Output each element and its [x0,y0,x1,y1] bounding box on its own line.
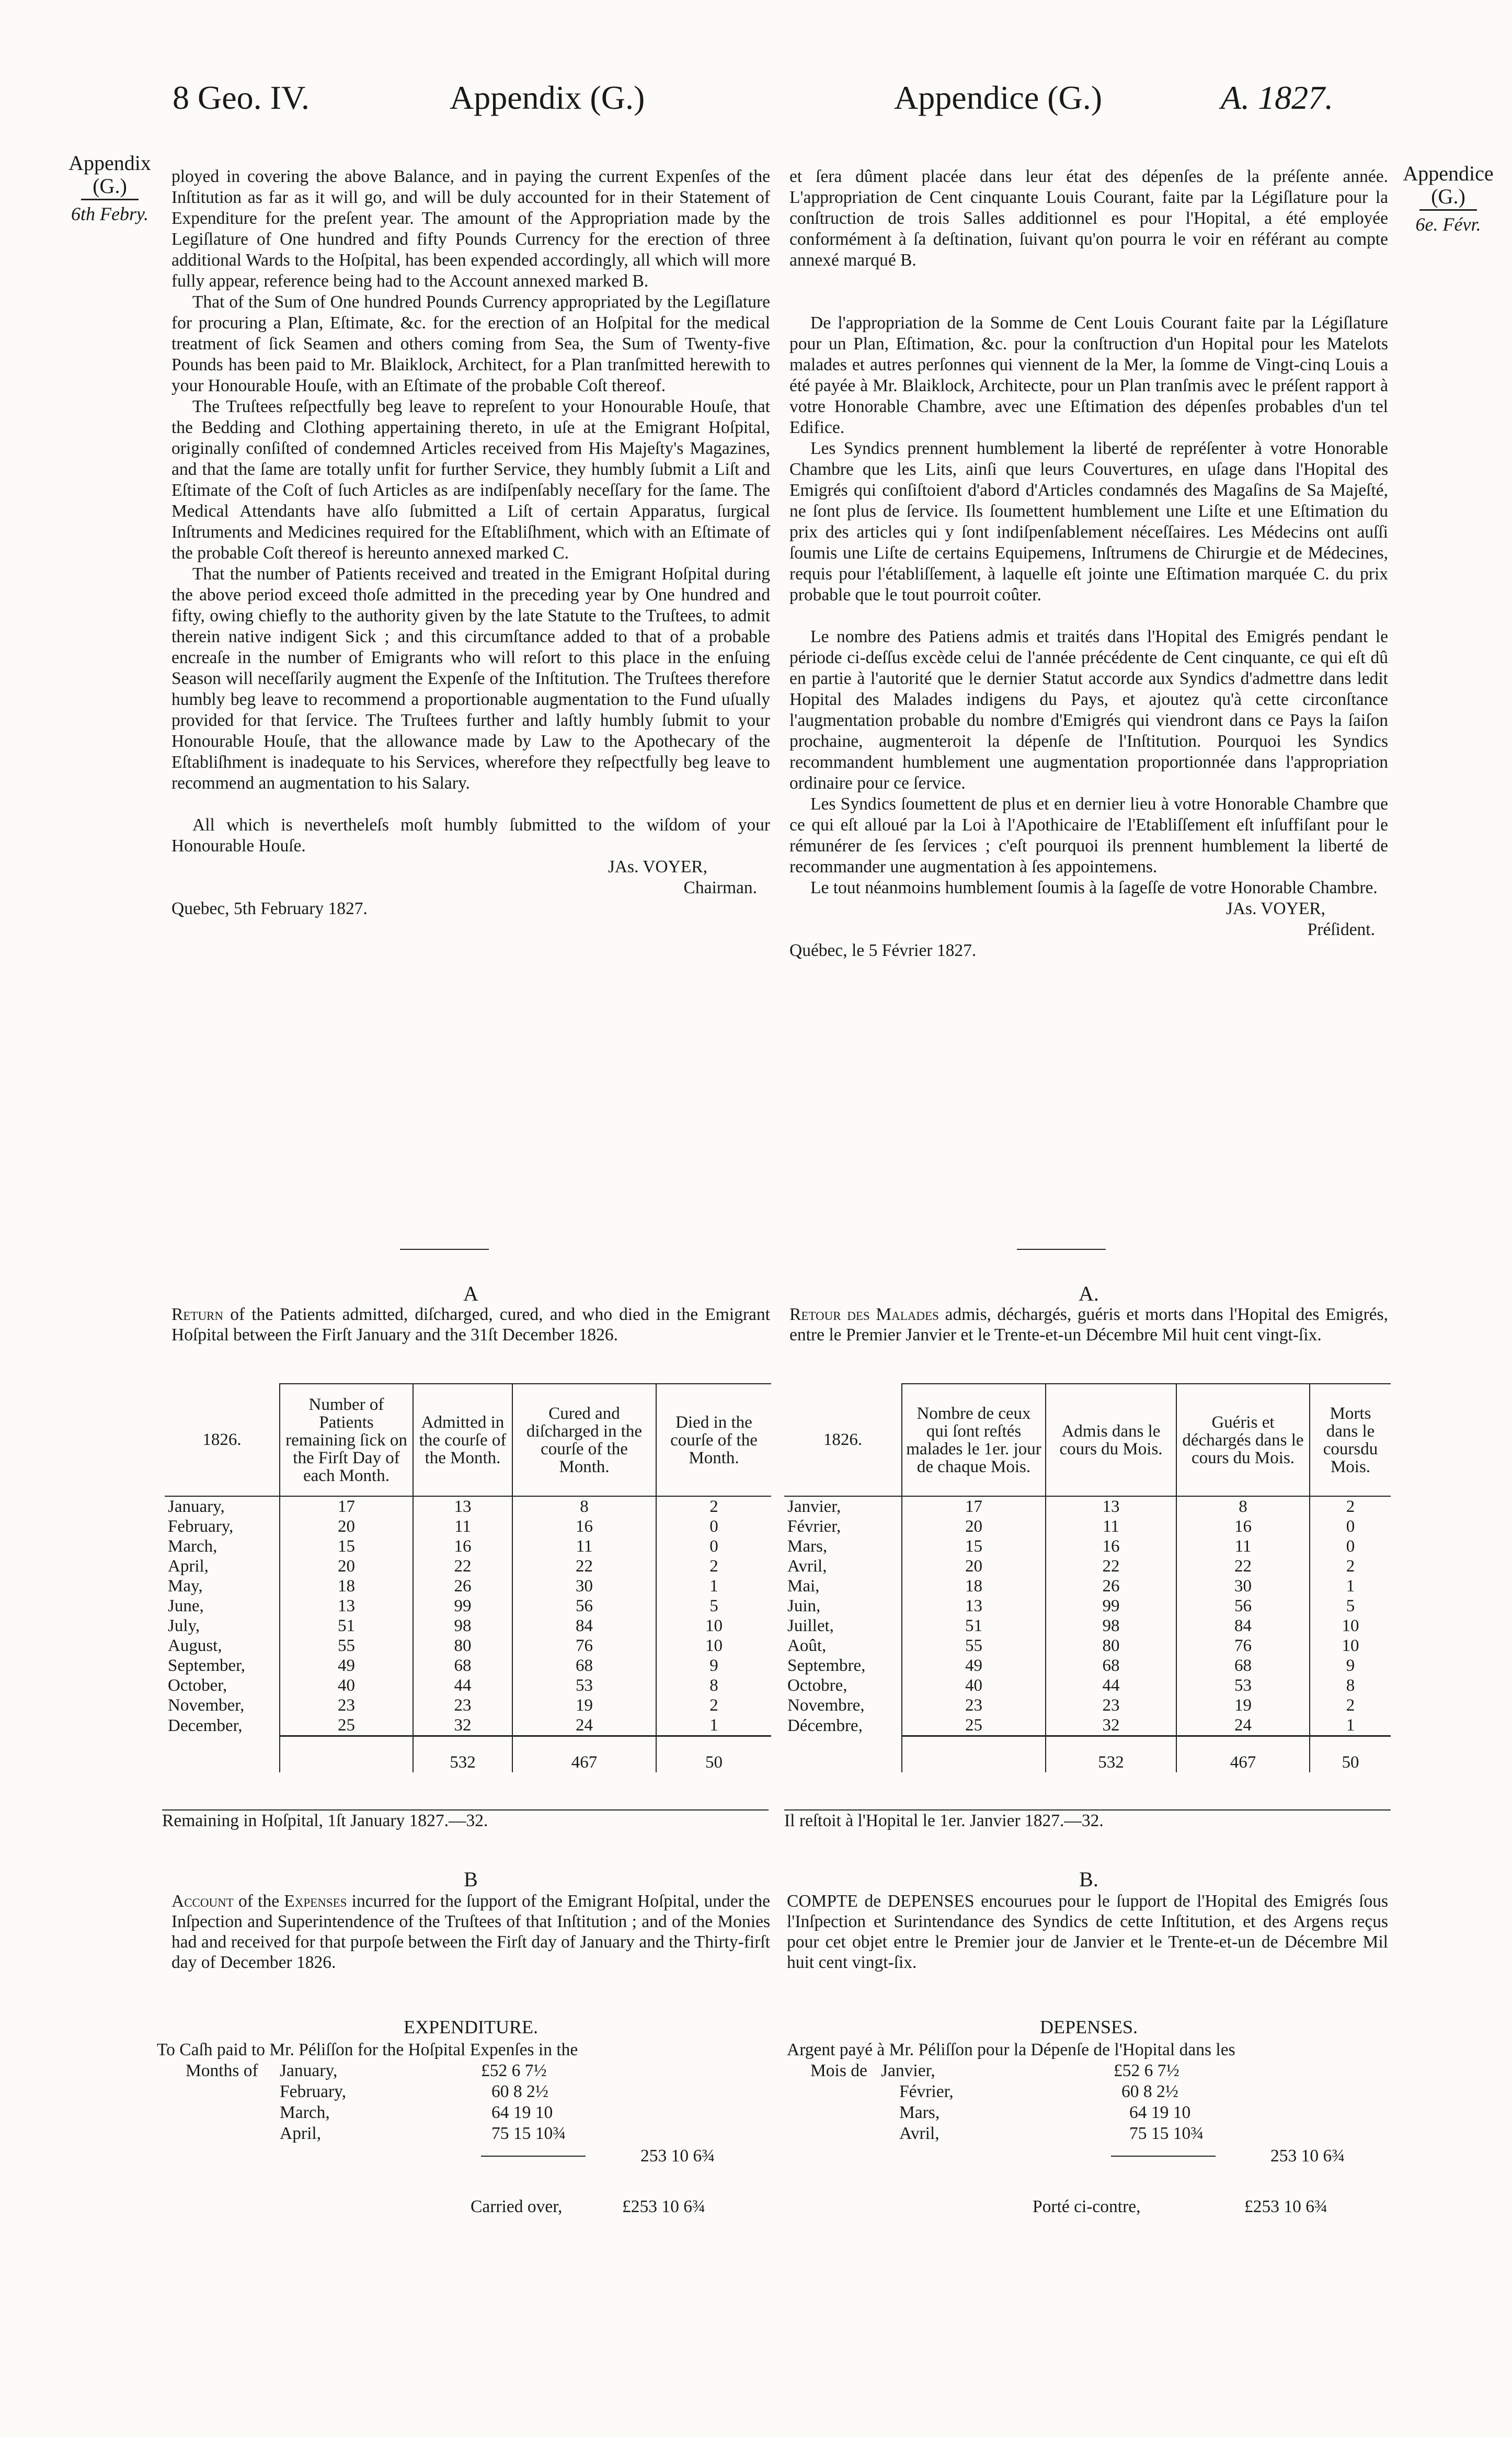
value-cell: 0 [1310,1536,1391,1556]
value-cell: 16 [413,1536,512,1556]
account-intro: Argent payé à Mr. Péliſſon pour la Dépenſe de l'Hopital dans les [787,2040,1235,2059]
table-header: 1826. [784,1384,902,1496]
table-row [784,1715,1391,1736]
french-paragraph: Les Syndics ſoumettent de plus et en dernier lieu à votre Honorable Chambre que ce qui eſt alloué par la Loi à l'Apothicaire de l'Etabliſſement eſt inſuffiſant pour le rémunérer de ſes ſervices ; c'eſt pourquoi ils prennent humblement la liberté de recommander une augmentation à ſes appointemens. [789,794,1388,876]
margin-left-date: 6th Febry. [71,203,148,224]
table-header: Died in the courſe of the Month. [656,1384,771,1496]
value-cell: 0 [656,1536,771,1556]
value-cell: 2 [656,1496,771,1517]
month-cell: Février, [787,1517,841,1536]
table-header: Nombre de ceux qui ſont reſtés malades le 1er. jour de chaque Mois. [902,1384,1046,1496]
value-cell: 16 [1176,1517,1310,1536]
signature-name: JAs. VOYER, [1225,899,1325,918]
value-cell: 20 [280,1556,413,1576]
value-cell: 9 [656,1656,771,1676]
value-cell: 24 [512,1715,656,1736]
table-row [165,1496,771,1517]
english-place-date: Quebec, 5th February 1827. [171,899,368,918]
value-cell: 0 [656,1517,771,1536]
table-a-french-body [784,1496,1391,1772]
table-header: Cured and diſcharged in the courſe of the Month. [512,1384,656,1496]
account-carried-amount: £253 10 6¾ [622,2197,706,2216]
value-cell: 84 [512,1616,656,1636]
month-cell: August, [168,1636,222,1655]
value-cell: 51 [902,1616,1046,1636]
value-cell: 5 [1310,1596,1391,1616]
caption-lead: Retour des Malades [789,1305,939,1324]
english-signature [171,857,770,898]
value-cell: 84 [1176,1616,1310,1636]
table-row [165,1556,771,1576]
table-row [165,1536,771,1556]
table-row [165,1656,771,1676]
account-english [157,2040,774,2238]
header-reign: 8 Geo. IV. [173,79,310,116]
month-cell: Mars, [787,1537,828,1556]
account-month: March, [280,2103,330,2122]
table-row [784,1695,1391,1715]
value-cell: 15 [902,1536,1046,1556]
value-cell: 55 [902,1636,1046,1656]
value-cell: 20 [902,1517,1046,1536]
margin-left-label: Appendix [68,151,151,175]
account-subtotal-rule [1111,2156,1216,2157]
table-row [784,1496,1391,1517]
header-year: A. 1827. [1221,79,1334,116]
value-cell: 2 [1310,1556,1391,1576]
account-b-caption-english [171,1891,770,1973]
table-header: 1826. [165,1384,280,1496]
total-cell [902,1736,1046,1773]
account-subtotal-rule [481,2156,586,2157]
value-cell: 11 [1046,1517,1176,1536]
margin-note-left [50,152,170,225]
value-cell: 32 [413,1715,512,1736]
table-row [784,1596,1391,1616]
value-cell: 1 [656,1576,771,1596]
value-cell: 80 [413,1636,512,1656]
margin-right-letter: (G.) [1431,185,1465,208]
total-cell: 532 [1046,1736,1176,1773]
account-french [787,2040,1399,2238]
account-month: Février, [899,2082,954,2101]
table-row [165,1715,771,1736]
value-cell: 13 [413,1496,512,1517]
signature-name: JAs. VOYER, [608,857,707,876]
account-month: February, [280,2082,347,2101]
signature-title: Chairman. [683,878,757,897]
month-cell: May, [168,1577,203,1596]
french-paragraph: et ſera dûment placée dans leur état des dépenſes de la préſente année. L'appropriation de Cent cinquante Louis Courant, faite par la Légiſlature pour la conſtruction de trois Salles additionnel es pour l'Hopital, a été employée conformément à ſa deſtination, ſuivant qu'on pourra le voir en référant au compte annexé marqué B. [789,167,1388,270]
value-cell: 8 [656,1676,771,1695]
value-cell: 22 [1176,1556,1310,1576]
month-cell: November, [168,1696,245,1715]
account-month: Janvier, [881,2061,935,2080]
month-cell: March, [168,1537,217,1556]
account-month: Mars, [899,2103,940,2122]
value-cell: 68 [413,1656,512,1676]
month-cell: July, [168,1616,200,1635]
value-cell: 23 [902,1695,1046,1715]
table-row [784,1676,1391,1695]
month-cell: February, [168,1517,234,1536]
total-cell [280,1736,413,1773]
month-cell: Mai, [787,1577,820,1596]
table-row [784,1576,1391,1596]
table-row [784,1636,1391,1656]
account-month: January, [280,2061,338,2080]
month-cell: October, [168,1676,227,1695]
value-cell: 20 [280,1517,413,1536]
french-place-date: Québec, le 5 Février 1827. [789,941,977,960]
english-paragraph: That of the Sum of One hundred Pounds Currency appropriated by the Legiſlature for procuring a Plan, Eſtimate, &c. for the erection of an Hoſpital for the medical treatment of ſick Seamen and others coming from Sea, the Sum of Twenty-five Pounds has been paid to Mr. Blaiklock, Architect, for a Plan tranſmitted herewith to your Honourable Houſe, with an Eſtimate of the probable Coſt thereof. [171,292,770,395]
account-carried-label: Porté ci-contre, [1033,2197,1141,2216]
value-cell: 8 [1176,1496,1310,1517]
table-header: Admis dans le cours du Mois. [1046,1384,1176,1496]
value-cell: 68 [1176,1656,1310,1676]
value-cell: 0 [1310,1517,1391,1536]
caption-lead: Return [171,1305,224,1324]
table-row [165,1517,771,1536]
value-cell: 10 [656,1616,771,1636]
value-cell: 15 [280,1536,413,1556]
table-row [784,1556,1391,1576]
separator-rule-french [1017,1249,1106,1250]
month-cell: Octobre, [787,1676,847,1695]
caption-rest: admis, déchargés, guéris et morts dans l'Hopital des Emigrés, entre le Premier Janvier et le Trente-et-un Décembre Mil huit cent vingt-ſix. [789,1305,1388,1345]
account-b-letter-french: B. [1079,1867,1098,1891]
value-cell: 10 [1310,1616,1391,1636]
account-amount: 64 19 10 [491,2103,553,2122]
value-cell: 23 [413,1695,512,1715]
table-a-english [165,1383,771,1772]
value-cell: 32 [1046,1715,1176,1736]
account-intro: To Caſh paid to Mr. Péliſſon for the Hoſpital Expenſes in the [157,2040,578,2059]
value-cell: 98 [1046,1616,1176,1636]
table-a-letter-english: A [463,1282,478,1305]
value-cell: 8 [1310,1676,1391,1695]
month-cell: June, [168,1597,204,1615]
caption-rest: incurred for the ſupport of the Emigrant Hoſpital, under the Inſpection and Superintendence of the Truſtees of that Inſtitution ; and of the Monies had and received for that purpoſe between the Firſt day of January and the Thirty-firſt day of December 1826. [171,1892,770,1972]
french-signature [789,898,1388,940]
table-row [165,1676,771,1695]
french-paragraph: De l'appropriation de la Somme de Cent Louis Courant faite par la Légiſlature pour un Plan, Eſtimation, &c. pour la conſtruction d'un Hopital pour les Matelots malades et autres perſonnes qui viennent de la Mer, la ſomme de Vingt-cinq Louis a été payée à Mr. Blaiklock, Architecte, pour un Plan tranſmis avec le préſent rapport à votre Honorable Chambre, avec une Eſtimation des dépenſes probables d'un tel Edifice. [789,313,1388,437]
french-column [789,166,1388,961]
account-amount: 75 15 10¾ [491,2124,566,2143]
table-row [784,1517,1391,1536]
account-month: April, [280,2124,322,2143]
separator-rule-english [400,1249,489,1250]
value-cell: 80 [1046,1636,1176,1656]
value-cell: 22 [413,1556,512,1576]
value-cell: 44 [1046,1676,1176,1695]
account-heading-english: EXPENDITURE. [404,2017,538,2037]
value-cell: 5 [656,1596,771,1616]
value-cell: 11 [1176,1536,1310,1556]
value-cell: 44 [413,1676,512,1695]
value-cell: 2 [656,1556,771,1576]
table-a-caption-english [171,1304,770,1345]
account-amount: £52 6 7½ [481,2061,547,2080]
margin-right-label: Appendice [1403,162,1494,185]
table-row [165,1576,771,1596]
account-amount: 75 15 10¾ [1129,2124,1204,2143]
total-cell: 50 [1310,1736,1391,1773]
value-cell: 1 [1310,1576,1391,1596]
total-cell: 467 [512,1736,656,1773]
value-cell: 17 [902,1496,1046,1517]
account-subtotal: 253 10 6¾ [640,2146,715,2166]
french-paragraph: Le nombre des Patiens admis et traités dans l'Hopital des Emigrés pendant le période ci-deſſus excède celui de l'année précédente de Cent cinquante, ce qui eſt dû en partie à l'autorité que le dernier Statut accorde aux Syndics d'admettre dans ledit Hopital des Malades indigens du Pays, et ajoutez qu'à cette circonſtance l'augmentation probable du nombre d'Emigrés qui viendront dans ce Pays la ſaiſon prochaine, augmenteroit la dépenſe de l'Inſtitution. Pourquoi les Syndics recommandent humblement une augmentation proportionnée dans l'appropriation ordinaire pour ce ſervice. [789,627,1388,793]
month-cell: Janvier, [787,1497,841,1516]
table-header: Morts dans le coursdu Mois. [1310,1384,1391,1496]
french-paragraph: Les Syndics prennent humblement la liberté de repréſenter à votre Honorable Chambre que les Lits, ainſi que leurs Couvertures, en uſage dans l'Hopital des Emigrés qui conſiſtoient d'abord d'Articles condamnés des Magaſins de Sa Majeſté, ne ſont plus de ſervice. Ils ſoumettent humblement une Liſte et une Eſtimation du prix des articles qui y ſont indiſpenſablement néceſſaires. Les Médecins ont auſſi ſoumis une Liſte de certains Equipemens, Inſtrumens de Chirurgie et de Médecines, requis pour l'établiſſement, à laquelle eſt jointe une Eſtimation marquée C. du prix probable que le tout pourroit coûter. [789,439,1388,605]
table-row [165,1616,771,1636]
table-a-caption-french [789,1304,1388,1345]
total-cell [784,1736,902,1773]
month-cell: Juillet, [787,1616,834,1635]
total-cell: 50 [656,1736,771,1773]
month-cell: December, [168,1716,243,1735]
value-cell: 98 [413,1616,512,1636]
value-cell: 25 [902,1715,1046,1736]
english-paragraph: The Truſtees reſpectfully beg leave to repreſent to your Honourable Houſe, that the Bedding and Clothing appertaining thereto, in uſe at the Emigrant Hoſpital, originally conſiſted of condemned Articles received from His Majeſty's Magazines, and that the ſame are totally unfit for further Service, they humbly ſubmit a Liſt and Eſtimate of the Coſt of ſuch Articles as are indiſpenſably neceſſary for the ſame. The Medical Attendants have alſo ſubmitted a Liſt of certain Apparatus, ſurgical Inſtruments and Medicines required for the Eſtabliſhment, which with an Eſtimate of the probable Coſt thereof is hereunto annexed marked C. [171,397,770,563]
month-cell: April, [168,1557,209,1576]
value-cell: 99 [413,1596,512,1616]
account-subtotal: 253 10 6¾ [1270,2146,1345,2166]
value-cell: 49 [902,1656,1046,1676]
value-cell: 1 [1310,1715,1391,1736]
table-row [165,1596,771,1616]
caption-lead: Account [171,1892,234,1911]
table-row [165,1636,771,1656]
value-cell: 13 [280,1596,413,1616]
value-cell: 30 [512,1576,656,1596]
value-cell: 16 [512,1517,656,1536]
value-cell: 40 [902,1676,1046,1695]
month-cell: September, [168,1656,246,1675]
value-cell: 2 [656,1695,771,1715]
value-cell: 2 [1310,1695,1391,1715]
value-cell: 18 [280,1576,413,1596]
value-cell: 68 [512,1656,656,1676]
table-header: Guéris et déchargés dans le cours du Mois. [1176,1384,1310,1496]
value-cell: 19 [512,1695,656,1715]
account-month: Avril, [899,2124,940,2143]
account-months-of: Months of [186,2061,258,2080]
value-cell: 11 [413,1517,512,1536]
value-cell: 19 [1176,1695,1310,1715]
value-cell: 2 [1310,1496,1391,1517]
margin-right-rule [1419,209,1477,211]
table-row [784,1616,1391,1636]
english-paragraph: ployed in covering the above Balance, and in paying the current Expenſes of the Inſtitution as far as it will go, and will be duly accounted for in their Statement of Expenditure for the preſent year. The amount of the Appropriation made by the Legiſlature of One hundred and fifty Pounds Currency for the erection of three additional Wards to the Hoſpital, has been expended accordingly, all which will more fully appear, reference being had to the Account annexed marked B. [171,167,770,291]
value-cell: 53 [512,1676,656,1695]
value-cell: 99 [1046,1596,1176,1616]
account-carried-amount: £253 10 6¾ [1244,2197,1328,2216]
account-heading-french: DEPENSES. [1039,2017,1138,2037]
value-cell: 22 [512,1556,656,1576]
account-amount: £52 6 7½ [1114,2061,1179,2080]
value-cell: 76 [512,1636,656,1656]
value-cell: 26 [1046,1576,1176,1596]
value-cell: 55 [280,1636,413,1656]
month-cell: Juin, [787,1597,821,1615]
english-column [171,166,770,919]
table-a-footnote-english: Remaining in Hoſpital, 1ſt January 1827.—32. [162,1809,769,1831]
caption-mid: of the [233,1892,284,1911]
value-cell: 76 [1176,1636,1310,1656]
account-b-caption-french: COMPTE de DEPENSES encourues pour le ſupport de l'Hopital des Emigrés ſous l'Inſpection et Surintendance des Syndics de cette Inſtitution, et des Argens reçus pour cet objet entre le Premier jour de Janvier et le Trente-et-un de Décembre Mil huit cent vingt-ſix. [787,1892,1388,1972]
value-cell: 25 [280,1715,413,1736]
value-cell: 17 [280,1496,413,1517]
margin-right-date: 6e. Févr. [1415,214,1481,235]
signature-title: Préſident. [1307,920,1375,939]
table-a-letter-french: A. [1079,1282,1099,1305]
value-cell: 26 [413,1576,512,1596]
total-cell: 467 [1176,1736,1310,1773]
value-cell: 30 [1176,1576,1310,1596]
table-total-row [784,1736,1391,1773]
margin-note-right [1393,162,1503,236]
value-cell: 49 [280,1656,413,1676]
account-amount: 60 8 2½ [491,2082,548,2101]
value-cell: 23 [1046,1695,1176,1715]
account-amount: 60 8 2½ [1121,2082,1178,2101]
value-cell: 56 [512,1596,656,1616]
account-amount: 64 19 10 [1129,2103,1191,2122]
value-cell: 51 [280,1616,413,1636]
english-paragraph: All which is nevertheleſs moſt humbly ſubmitted to the wiſdom of your Honourable Houſe. [171,815,770,856]
table-total-row [165,1736,771,1773]
value-cell: 23 [280,1695,413,1715]
value-cell: 22 [1046,1556,1176,1576]
table-a-english-body [165,1496,771,1772]
table-a-footnote-french: Il reſtoit à l'Hopital le 1er. Janvier 1827.—32. [784,1809,1391,1831]
month-cell: January, [168,1497,225,1516]
value-cell: 8 [512,1496,656,1517]
table-header: Admitted in the courſe of the Month. [413,1384,512,1496]
month-cell: Décembre, [787,1716,863,1735]
month-cell: Avril, [787,1557,827,1576]
value-cell: 13 [902,1596,1046,1616]
account-months-of: Mois de [810,2061,867,2080]
table-header: Number of Patients remaining ſick on the Firſt Day of each Month. [280,1384,413,1496]
value-cell: 53 [1176,1676,1310,1695]
value-cell: 40 [280,1676,413,1695]
table-a-french [784,1383,1391,1772]
caption-rest: of the Patients admitted, diſcharged, cured, and who died in the Emigrant Hoſpital between the Firſt January and the 31ſt December 1826. [171,1305,770,1345]
value-cell: 10 [656,1636,771,1656]
month-cell: Septembre, [787,1656,866,1675]
english-paragraph: That the number of Patients received and treated in the Emigrant Hoſpital during the above period exceed thoſe admitted in the preceding year by One hundred and fifty, owing chiefly to the authority given by the late Statute to the Truſtees, to admit therein native indigent Sick ; and this circumſtance added to that of a probable encreaſe in the number of Emigrants who will reſort to this place in the enſuing Season will neceſſarily augment the Expenſe of the Inſtitution. The Truſtees therefore humbly beg leave to recommend a proportionable augmentation to the Fund uſually provided for that ſervice. The Truſtees further and laſtly humbly ſubmit to your Honourable Houſe, that the allowance made by Law to the Apothecary of the Eſtabliſhment is inadequate to his Services, wherefore they reſpectfully beg leave to recommend an augmentation to his Salary. [171,564,770,793]
value-cell: 13 [1046,1496,1176,1517]
table-row [784,1656,1391,1676]
month-cell: Novembre, [787,1696,865,1715]
account-carried-label: Carried over, [471,2197,563,2216]
header-appendix-french: Appendice (G.) [894,79,1103,116]
value-cell: 1 [656,1715,771,1736]
value-cell: 10 [1310,1636,1391,1656]
margin-left-letter: (G.) [93,174,127,198]
account-b-letter-english: B [464,1867,478,1891]
caption-lead: Expenses [284,1892,347,1911]
value-cell: 18 [902,1576,1046,1596]
value-cell: 20 [902,1556,1046,1576]
margin-left-rule [81,199,139,200]
value-cell: 56 [1176,1596,1310,1616]
total-cell [165,1736,280,1773]
total-cell: 532 [413,1736,512,1773]
value-cell: 68 [1046,1656,1176,1676]
month-cell: Août, [787,1636,827,1655]
value-cell: 9 [1310,1656,1391,1676]
value-cell: 24 [1176,1715,1310,1736]
table-row [784,1536,1391,1556]
french-paragraph: Le tout néanmoins humblement ſoumis à la ſageſſe de votre Honorable Chambre. [810,878,1378,897]
header-appendix-english: Appendix (G.) [450,79,645,116]
table-row [165,1695,771,1715]
value-cell: 11 [512,1536,656,1556]
value-cell: 16 [1046,1536,1176,1556]
